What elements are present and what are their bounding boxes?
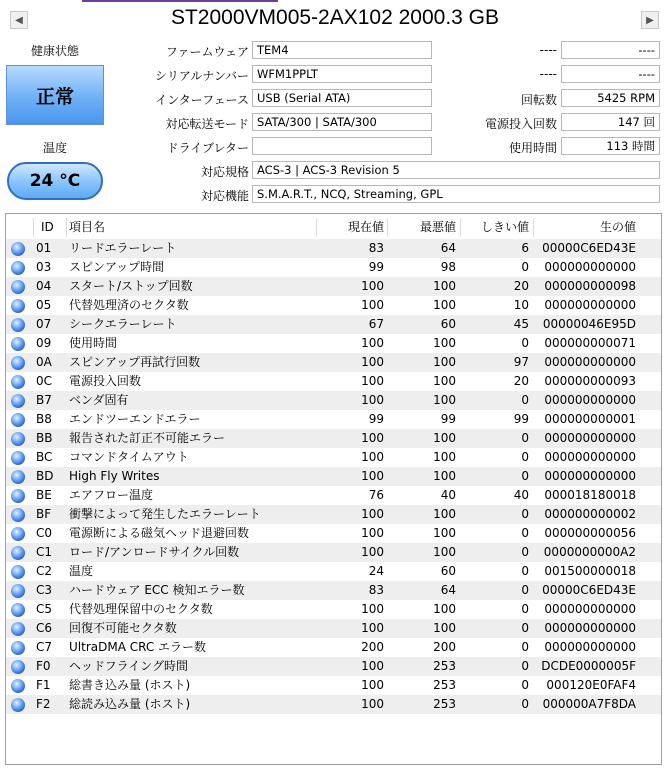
cell-threshold: 0 [521, 469, 529, 483]
firmware-label: ファームウェア [165, 45, 249, 59]
cell-name: High Fly Writes [69, 469, 160, 483]
table-row[interactable] [6, 695, 661, 714]
cell-raw: 000000000001 [544, 412, 636, 426]
cell-current: 100 [361, 545, 384, 559]
cell-threshold: 0 [521, 393, 529, 407]
status-dot-icon [11, 429, 25, 448]
cell-id: 04 [36, 279, 52, 293]
cell-worst: 64 [440, 241, 456, 255]
cell-threshold: 97 [513, 355, 529, 369]
status-dot-icon [11, 505, 25, 524]
cell-name: スピンアップ再試行回数 [69, 355, 201, 369]
cell-current: 100 [361, 507, 384, 521]
cell-name: ハードウェア ECC 検知エラー数 [69, 583, 245, 597]
cell-name: スピンアップ時間 [69, 260, 165, 274]
cell-name: ロード/アンロードサイクル回数 [69, 545, 240, 559]
cell-worst: 253 [433, 697, 456, 711]
cell-raw: 000000000000 [544, 621, 636, 635]
cell-threshold: 0 [521, 583, 529, 597]
cell-threshold: 99 [513, 412, 529, 426]
cell-id: C5 [36, 602, 53, 616]
cell-worst: 100 [433, 450, 456, 464]
power-on-count-label: 電源投入回数 [484, 117, 557, 131]
cell-id: 01 [36, 241, 52, 255]
smart-attribute-table[interactable] [5, 213, 662, 765]
cell-id: C6 [36, 621, 53, 635]
cell-raw: 000000000000 [544, 355, 636, 369]
cell-worst: 100 [433, 279, 456, 293]
cell-raw: 000000000093 [544, 374, 636, 388]
status-dot-icon [11, 524, 25, 543]
cell-name: ヘッドフライング時間 [69, 659, 189, 673]
firmware-field: TEM4 [252, 41, 432, 59]
cell-worst: 60 [440, 317, 456, 331]
cell-raw: 000000000000 [544, 469, 636, 483]
cell-current: 83 [368, 241, 384, 255]
table-row[interactable] [6, 296, 661, 315]
cell-raw: 000000000098 [544, 279, 636, 293]
transfer-mode-field: SATA/300 | SATA/300 [252, 113, 432, 131]
cell-raw: 00000046E95D [542, 317, 636, 331]
cell-worst: 100 [433, 507, 456, 521]
cell-raw: 000000A7F8DA [542, 697, 636, 711]
cell-name: エアフロー温度 [69, 488, 154, 502]
cell-worst: 40 [440, 488, 456, 502]
cell-current: 100 [361, 602, 384, 616]
cell-current: 99 [368, 260, 384, 274]
status-dot-icon [11, 562, 25, 581]
cell-current: 100 [361, 431, 384, 445]
status-dot-icon [11, 619, 25, 638]
status-dot-icon [11, 448, 25, 467]
power-on-hours-label: 使用時間 [508, 141, 557, 155]
cell-name: エンドツーエンドエラー [69, 412, 201, 426]
cell-current: 83 [368, 583, 384, 597]
cell-threshold: 20 [513, 279, 529, 293]
table-row[interactable] [6, 239, 661, 258]
status-dot-icon [11, 353, 25, 372]
cell-raw: 000000000000 [544, 393, 636, 407]
cell-worst: 100 [433, 336, 456, 350]
cell-worst: 64 [440, 583, 456, 597]
power-on-count-field: 147 回 [561, 113, 660, 131]
cell-current: 100 [361, 336, 384, 350]
table-row[interactable] [6, 277, 661, 296]
cell-id: 09 [36, 336, 52, 350]
cell-worst: 200 [433, 640, 456, 654]
status-dot-icon [11, 315, 25, 334]
status-dot-icon [11, 581, 25, 600]
status-dot-icon [11, 486, 25, 505]
cell-raw: 00000C6ED43E [542, 241, 636, 255]
next-disk-button[interactable] [641, 11, 659, 29]
cell-name: 電源断による磁気ヘッド退避回数 [69, 526, 250, 540]
drive-letter-label: ドライブレター [166, 141, 249, 155]
cell-threshold: 0 [521, 602, 529, 616]
cell-id: B7 [36, 393, 52, 407]
col-header-threshold[interactable]: しきい値 [480, 220, 529, 234]
cell-raw: 000000000071 [544, 336, 636, 350]
rotation-field: 5425 RPM [561, 89, 660, 107]
table-row[interactable] [6, 543, 661, 562]
cell-raw: 000000000002 [544, 507, 636, 521]
col-header-current[interactable]: 現在値 [347, 220, 384, 234]
transfer-mode-label: 対応転送モード [165, 117, 249, 131]
cell-worst: 100 [433, 602, 456, 616]
cell-raw: 000000000000 [544, 602, 636, 616]
cell-current: 100 [361, 298, 384, 312]
cell-threshold: 0 [521, 564, 529, 578]
cell-threshold: 0 [521, 545, 529, 559]
table-row[interactable] [6, 410, 661, 429]
cell-id: 0C [36, 374, 53, 388]
status-dot-icon [11, 638, 25, 657]
table-row[interactable] [6, 448, 661, 467]
unused-field-1: ---- [561, 41, 660, 59]
col-header-id[interactable]: ID [41, 220, 54, 234]
cell-name: UltraDMA CRC エラー数 [69, 640, 207, 654]
cell-raw: 000000000056 [544, 526, 636, 540]
table-row[interactable] [6, 524, 661, 543]
table-row[interactable] [6, 600, 661, 619]
cell-threshold: 0 [521, 526, 529, 540]
status-dot-icon [11, 543, 25, 562]
cell-threshold: 0 [521, 659, 529, 673]
cell-name: ベンダ固有 [69, 393, 129, 407]
status-dot-icon [11, 334, 25, 353]
triangle-right-icon: ▶ [646, 14, 654, 26]
cell-worst: 60 [440, 564, 456, 578]
unused-label-2: ---- [539, 67, 557, 81]
cell-name: 温度 [69, 564, 94, 578]
cell-current: 100 [361, 355, 384, 369]
cell-threshold: 0 [521, 697, 529, 711]
cell-threshold: 0 [521, 431, 529, 445]
standard-field: ACS-3 | ACS-3 Revision 5 [252, 161, 660, 179]
cell-current: 100 [361, 678, 384, 692]
cell-worst: 100 [433, 298, 456, 312]
cell-name: 総読み込み量 (ホスト) [69, 697, 191, 711]
features-label: 対応機能 [200, 189, 249, 203]
cell-worst: 99 [440, 412, 456, 426]
cell-name: 回復不可能セクタ数 [69, 621, 177, 635]
cell-raw: 0000000000A2 [543, 545, 636, 559]
cell-worst: 100 [433, 545, 456, 559]
cell-name: 代替処理保留中のセクタ数 [69, 602, 213, 616]
status-dot-icon [11, 695, 25, 714]
table-row[interactable] [6, 372, 661, 391]
cell-id: F2 [36, 697, 51, 711]
cell-raw: DCDE0000005F [541, 659, 636, 673]
status-dot-icon [11, 277, 25, 296]
serial-field: WFM1PPLT [252, 65, 432, 83]
cell-threshold: 0 [521, 640, 529, 654]
table-row[interactable] [6, 429, 661, 448]
cell-threshold: 0 [521, 621, 529, 635]
cell-worst: 100 [433, 374, 456, 388]
table-row[interactable] [6, 638, 661, 657]
cell-current: 24 [368, 564, 384, 578]
health-status-badge[interactable]: 正常 [6, 65, 104, 125]
cell-threshold: 6 [521, 241, 529, 255]
cell-raw: 000120E0FAF4 [546, 678, 636, 692]
cell-id: BB [36, 431, 53, 445]
cell-name: 電源投入回数 [69, 374, 142, 388]
status-dot-icon [11, 600, 25, 619]
title-accent-line [82, 0, 278, 2]
cell-id: BC [36, 450, 53, 464]
status-dot-icon [11, 467, 25, 486]
cell-threshold: 0 [521, 678, 529, 692]
cell-id: C1 [36, 545, 53, 559]
cell-id: BE [36, 488, 52, 502]
status-dot-icon [11, 657, 25, 676]
table-row[interactable] [6, 258, 661, 277]
cell-threshold: 0 [521, 260, 529, 274]
cell-raw: 000000000000 [544, 640, 636, 654]
table-row[interactable] [6, 505, 661, 524]
table-row[interactable] [6, 486, 661, 505]
cell-raw: 000000000000 [544, 431, 636, 445]
cell-name: リードエラーレート [69, 241, 177, 255]
cell-current: 100 [361, 469, 384, 483]
cell-id: C3 [36, 583, 53, 597]
rotation-label: 回転数 [520, 93, 557, 107]
table-row[interactable] [6, 619, 661, 638]
cell-id: 05 [36, 298, 52, 312]
cell-raw: 001500000018 [544, 564, 636, 578]
cell-current: 100 [361, 393, 384, 407]
cell-name: スタート/ストップ回数 [69, 279, 193, 293]
status-dot-icon [11, 391, 25, 410]
serial-label: シリアルナンバー [154, 69, 249, 83]
cell-worst: 100 [433, 393, 456, 407]
col-header-raw[interactable]: 生の値 [599, 220, 636, 234]
cell-worst: 100 [433, 621, 456, 635]
status-dot-icon [11, 258, 25, 277]
table-row[interactable] [6, 353, 661, 372]
cell-name: シークエラーレート [69, 317, 177, 331]
cell-raw: 000000000000 [544, 450, 636, 464]
cell-worst: 100 [433, 469, 456, 483]
cell-current: 76 [368, 488, 384, 502]
cell-threshold: 10 [513, 298, 529, 312]
cell-id: C2 [36, 564, 53, 578]
cell-id: F1 [36, 678, 51, 692]
cell-id: 03 [36, 260, 52, 274]
cell-current: 100 [361, 374, 384, 388]
features-field: S.M.A.R.T., NCQ, Streaming, GPL [252, 185, 660, 203]
cell-threshold: 45 [513, 317, 529, 331]
cell-name: 衝撃によって発生したエラーレート [69, 507, 261, 521]
cell-worst: 100 [433, 431, 456, 445]
status-dot-icon [11, 372, 25, 391]
cell-worst: 253 [433, 678, 456, 692]
cell-threshold: 20 [513, 374, 529, 388]
cell-id: BF [36, 507, 52, 521]
table-body [6, 239, 661, 759]
cell-current: 100 [361, 697, 384, 711]
table-row[interactable] [6, 657, 661, 676]
cell-current: 100 [361, 526, 384, 540]
cell-id: C7 [36, 640, 53, 654]
cell-worst: 98 [440, 260, 456, 274]
drive-letter-field [252, 137, 432, 155]
cell-name: コマンドタイムアウト [69, 450, 189, 464]
cell-name: 報告された訂正不可能エラー [69, 431, 226, 445]
table-row[interactable] [6, 581, 661, 600]
cell-raw: 000000000000 [544, 298, 636, 312]
status-dot-icon [11, 410, 25, 429]
cell-current: 100 [361, 621, 384, 635]
cell-worst: 100 [433, 355, 456, 369]
table-row[interactable] [6, 334, 661, 353]
cell-id: 07 [36, 317, 52, 331]
cell-worst: 253 [433, 659, 456, 673]
triangle-left-icon: ◀ [15, 14, 23, 26]
cell-current: 100 [361, 450, 384, 464]
cell-name: 総書き込み量 (ホスト) [69, 678, 191, 692]
unused-field-2: ---- [561, 65, 660, 83]
cell-threshold: 0 [521, 336, 529, 350]
cell-id: B8 [36, 412, 52, 426]
interface-label: インターフェース [155, 93, 249, 107]
cell-name: 使用時間 [69, 336, 118, 350]
power-on-hours-field: 113 時間 [561, 137, 660, 155]
col-header-worst[interactable]: 最悪値 [419, 220, 456, 234]
cell-name: 代替処理済のセクタ数 [69, 298, 189, 312]
temperature-label: 温度 [42, 141, 67, 155]
cell-threshold: 40 [513, 488, 529, 502]
status-dot-icon [11, 296, 25, 315]
standard-label: 対応規格 [200, 165, 249, 179]
cell-current: 99 [368, 412, 384, 426]
table-header-row [6, 218, 661, 237]
col-header-name[interactable]: 項目名 [69, 220, 106, 234]
disk-title: ST2000VM005-2AX102 2000.3 GB [170, 6, 500, 29]
health-status-label: 健康状態 [30, 44, 79, 58]
table-row[interactable] [6, 676, 661, 695]
cell-raw: 000000000000 [544, 260, 636, 274]
cell-id: 0A [36, 355, 52, 369]
cell-id: BD [36, 469, 54, 483]
cell-current: 200 [361, 640, 384, 654]
cell-id: C0 [36, 526, 53, 540]
cell-raw: 00000C6ED43E [542, 583, 636, 597]
table-row[interactable] [6, 315, 661, 334]
cell-id: F0 [36, 659, 51, 673]
table-row[interactable] [6, 391, 661, 410]
cell-current: 100 [361, 659, 384, 673]
cell-current: 67 [368, 317, 384, 331]
status-dot-icon [11, 676, 25, 695]
temperature-badge[interactable]: 24 °C [7, 162, 103, 200]
cell-threshold: 0 [521, 450, 529, 464]
cell-raw: 000018180018 [544, 488, 636, 502]
table-row[interactable] [6, 562, 661, 581]
cell-current: 100 [361, 279, 384, 293]
interface-field: USB (Serial ATA) [252, 89, 432, 107]
table-row[interactable] [6, 467, 661, 486]
cell-worst: 100 [433, 526, 456, 540]
cell-threshold: 0 [521, 507, 529, 521]
unused-label-1: ---- [539, 43, 557, 57]
status-dot-icon [11, 239, 25, 258]
